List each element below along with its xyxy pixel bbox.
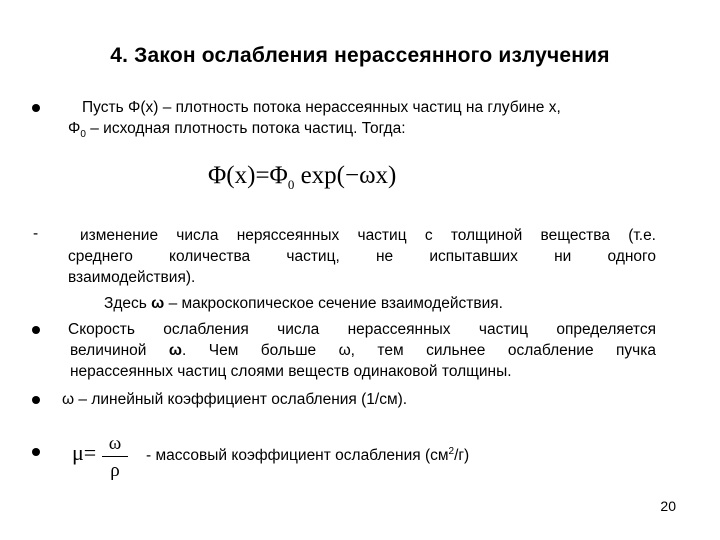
- formula-rhs: exp(−ωx): [294, 162, 397, 189]
- bullet2-line1: Скорость ослабления числа нерассеянных частиц определяется: [68, 321, 656, 338]
- bullet1-line2-rest: – исходная плотность потока частиц. Тогда:: [85, 120, 406, 137]
- attenuation-formula: [208, 162, 396, 193]
- bullet1-line2: [68, 118, 668, 145]
- bullet-marker: [32, 396, 40, 404]
- dash-line3: взаимодействия).: [68, 269, 196, 286]
- bullet1-text: [68, 97, 668, 145]
- dash-line1: изменение числа неряссеянных частиц с толщиной вещества (т.е.: [80, 227, 656, 244]
- fraction-denominator: ρ: [110, 460, 120, 481]
- mu-symbol: μ: [72, 440, 84, 465]
- here-text: [104, 293, 503, 314]
- omega-symbol: ω: [168, 342, 182, 359]
- bullet2-line3: нерассеянных частиц слоями веществ одинаковой толщины.: [70, 363, 512, 380]
- dash-marker: -: [33, 225, 39, 242]
- bullet4-text: [146, 441, 469, 466]
- formula-phi: Φ: [269, 162, 288, 189]
- bullet4-prefix: - массовый коэффициент ослабления (см: [146, 447, 449, 465]
- phi-symbol: Φ: [68, 120, 81, 137]
- slide-title: 4. Закон ослабления нерассеянного излучения: [110, 44, 610, 67]
- bullet2-line2: [68, 340, 656, 361]
- bullet2-line2-a: величиной: [70, 342, 169, 359]
- bullet-marker: [32, 104, 40, 112]
- here-prefix: Здесь: [104, 295, 152, 312]
- here-rest: – макроскопическое сечение взаимодействия.: [164, 295, 503, 312]
- bullet-marker: [32, 448, 40, 456]
- bullet2-text: [68, 319, 656, 382]
- omega-symbol: ω: [151, 295, 165, 312]
- bullet4-suffix: /г): [454, 447, 470, 465]
- formula-sub: 0: [287, 177, 295, 192]
- fraction-numerator: ω: [108, 433, 122, 454]
- bullet4-sup: 2: [448, 446, 455, 457]
- mu-eq: =: [83, 440, 97, 465]
- page-number: 20: [660, 498, 676, 514]
- formula-eq: =: [255, 162, 270, 189]
- mass-coefficient-formula: [72, 440, 96, 466]
- bullet3-text: ω – линейный коэффициент ослабления (1/см).: [62, 391, 408, 408]
- formula-lhs: Φ(x): [208, 162, 256, 189]
- bullet2-line2-b: . Чем больше ω, тем сильнее ослабление пучка: [181, 342, 656, 359]
- phi-subscript: 0: [80, 129, 86, 141]
- bullet1-line1: Пусть Φ(x) – плотность потока нерассеянных частиц на глубине x,: [82, 99, 561, 116]
- dash-line2: среднего количества частиц, не испытавших ни одного: [68, 248, 656, 265]
- bullet-marker: [32, 326, 40, 334]
- dash-paragraph: [68, 225, 656, 288]
- fraction-bar: [102, 456, 128, 457]
